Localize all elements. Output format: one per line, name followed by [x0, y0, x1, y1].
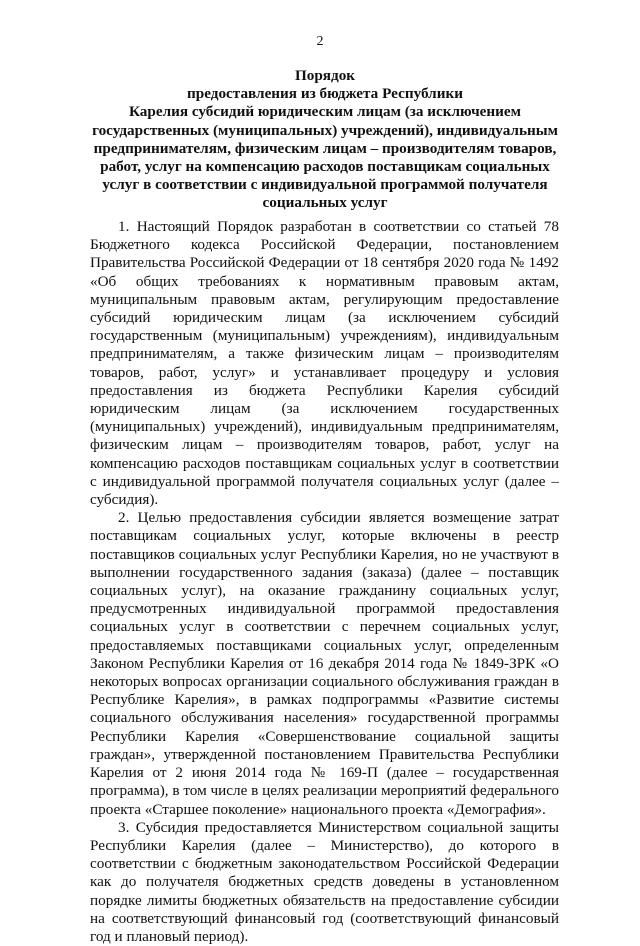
paragraph-number: 2.	[118, 509, 130, 527]
paragraph-1	[90, 218, 559, 509]
title-line: социальных услуг	[262, 194, 388, 212]
paragraph-3	[90, 819, 559, 946]
page-number: 2	[316, 34, 324, 49]
title-line: Порядок	[294, 67, 356, 84]
title-line: государственных (муниципальных) учреждений), индивидуальным	[92, 121, 558, 139]
document-title	[80, 67, 570, 213]
paragraph-2	[90, 509, 559, 818]
paragraph-text: Настоящий Порядок разработан в соответствии со статьей 78 Бюджетного кодекса Российской Федерации, постановлением Правительства Российской Федерации от 18 сентября 2020 года № 1492 «Об общих требованиях к нормативным правовым актам, муниципальным правовым актам, регулирующим предоставление субсидий юридическим лицам (за исключением субсидий государственным (муниципальным) учреждениям), индивидуальным предпринимателям, а также физическим лицам – производителям товаров, работ, услуг» и устанавливает процедуру и условия предоставления из бюджета Республики Карелия субсидий юридическим лицам (за исключением государственных (муниципальных) учреждений), индивидуальным предпринимателям, физическим лицам – производителям товаров, работ, услуг на компенсацию расходов поставщикам социальных услуг в соответствии с индивидуальной программой получателя социальных услуг (далее – субсидия).	[90, 218, 559, 509]
paragraph-text: Субсидия предоставляется Министерством социальной защиты Республики Карелия (далее – Министерство), до которого в соответствии с бюджетным законодательством Российской Федерации как до получателя бюджетных средств доведены в установленном порядке лимиты бюджетных обязательств на предоставление субсидии на соответствующий финансовый год (соответствующий финансовый год и плановый период).	[90, 818, 560, 945]
paragraph-number: 3.	[118, 818, 130, 836]
title-line: предпринимателям, физическим лицам – производителям товаров,	[93, 139, 557, 157]
title-line: работ, услуг на компенсацию расходов поставщикам социальных	[100, 158, 550, 176]
title-line: Карелия субсидий юридическим лицам (за исключением	[129, 103, 521, 121]
paragraph-number: 1.	[118, 218, 130, 235]
title-line: услуг в соответствии с индивидуальной программой получателя	[102, 176, 548, 194]
paragraph-text: Целью предоставления субсидии является возмещение затрат поставщикам социальных услуг, которые включены в реестр поставщиков социальных услуг Республики Карелия, но не участвуют в выполнении государственного задания (заказа) (далее – поставщик социальных услуг), на оказание гражданину социальных услуг, предусмотренных индивидуальной программой предоставления социальных услуг в соответствии с перечнем социальных услуг, предоставляемых поставщиками социальных услуг, определенным Законом Республики Карелия от 16 декабря 2014 года № 1849-ЗРК «О некоторых вопросах организации социального обслуживания граждан в Республике Карелия», в рамках подпрограммы «Развитие системы социального обслуживания населения» государственной программы Республики Карелия «Совершенствование социальной защиты граждан», утвержденной постановлением Правительства Республики Карелия от 2 июня 2014 года № 169-П (далее – государственная программа), в том числе в целях реализации мероприятий федерального проекта «Старшее поколение» национального проекта «Демография».	[90, 509, 559, 818]
title-line: предоставления из бюджета Республики	[187, 85, 463, 103]
document-body	[90, 218, 559, 946]
